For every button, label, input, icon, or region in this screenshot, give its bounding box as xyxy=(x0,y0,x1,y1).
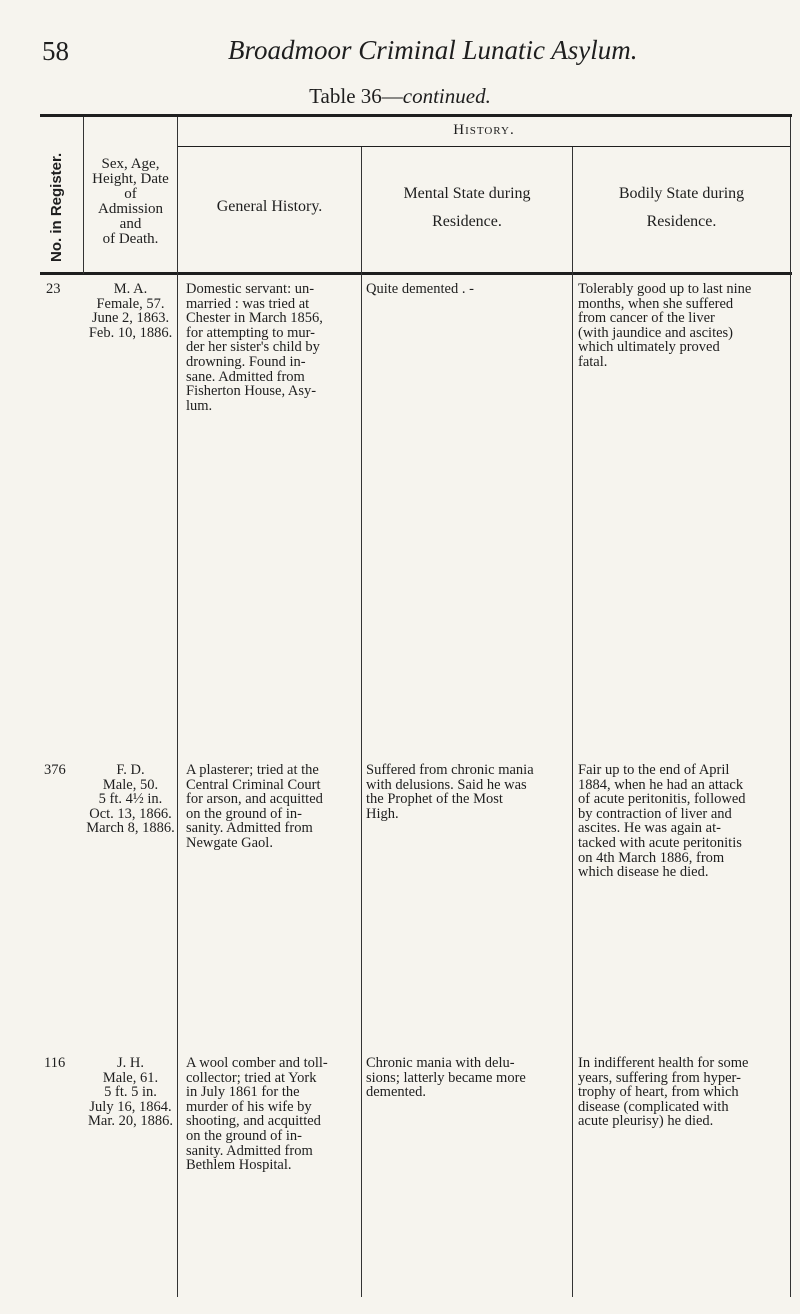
column-divider-3 xyxy=(361,147,362,1297)
row-2-register-number: 376 xyxy=(44,762,66,778)
header-mental-state: Mental State during Residence. xyxy=(403,185,531,230)
table-title-main: Table 36— xyxy=(309,84,403,108)
table-top-rule xyxy=(40,114,792,117)
column-divider-5 xyxy=(790,117,791,1297)
header-history: History. xyxy=(453,122,515,138)
row-1-general-history: Domestic servant: un- married : was tried at Chester in March 1856, for attempting to mur- der her sister's child by drowning. Found in- sane. Admitted from Fisherton House, Asy- lum. xyxy=(186,281,323,414)
history-underline xyxy=(178,146,790,147)
row-1-mental-state: Quite demented . - xyxy=(366,281,474,297)
running-head: Broadmoor Criminal Lunatic Asylum. xyxy=(228,35,638,65)
column-divider-4 xyxy=(572,147,573,1297)
row-1-sex-age-dates: M. A. Female, 57. June 2, 1863. Feb. 10, 1886. xyxy=(88,281,173,341)
row-1-bodily-state: Tolerably good up to last nine months, when she suffered from cancer of the liver (with jaundice and ascites) which ultimately proved fatal. xyxy=(578,281,752,370)
row-2-mental-state: Suffered from chronic mania with delusions. Said he was the Prophet of the Most High. xyxy=(366,762,534,822)
header-bottom-rule xyxy=(40,272,792,275)
header-bodily-state: Bodily State during Residence. xyxy=(618,185,745,230)
header-sex-age-dates: Sex, Age, Height, Date of Admission and of Death. xyxy=(92,156,169,247)
header-register: No. in Register. xyxy=(48,152,65,262)
table-title-continued: continued. xyxy=(402,84,491,108)
row-2-sex-age-dates: F. D. Male, 50. 5 ft. 4½ in. Oct. 13, 1866. March 8, 1886. xyxy=(86,762,175,837)
row-3-sex-age-dates: J. H. Male, 61. 5 ft. 5 in. July 16, 1864. Mar. 20, 1886. xyxy=(88,1055,173,1130)
row-3-general-history: A wool comber and toll- collector; tried at York in July 1861 for the murder of his wife by shooting, and acquitted on the ground of in- sanity. Admitted from Bethlem Hospital. xyxy=(186,1055,328,1174)
page-number: 58 xyxy=(42,36,69,66)
row-3-bodily-state: In indifferent health for some years, suffering from hyper- trophy of heart, from which disease (complicated with acute pleurisy) he died. xyxy=(578,1055,749,1130)
row-2-general-history: A plasterer; tried at the Central Criminal Court for arson, and acquitted on the ground of in- sanity. Admitted from Newgate Gaol. xyxy=(186,762,323,851)
table-title xyxy=(0,84,800,109)
row-2-bodily-state: Fair up to the end of April 1884, when he had an attack of acute peritonitis, followed by contraction of liver and ascites. He was again at- tacked with acute peritonitis on 4th March 1886, from which disease he died. xyxy=(578,762,746,881)
row-3-mental-state: Chronic mania with delu- sions; latterly became more demented. xyxy=(366,1055,526,1101)
header-general-history: General History. xyxy=(216,198,323,215)
column-divider-2 xyxy=(177,117,178,1297)
row-3-register-number: 116 xyxy=(44,1055,66,1071)
row-1-register-number: 23 xyxy=(46,281,61,297)
